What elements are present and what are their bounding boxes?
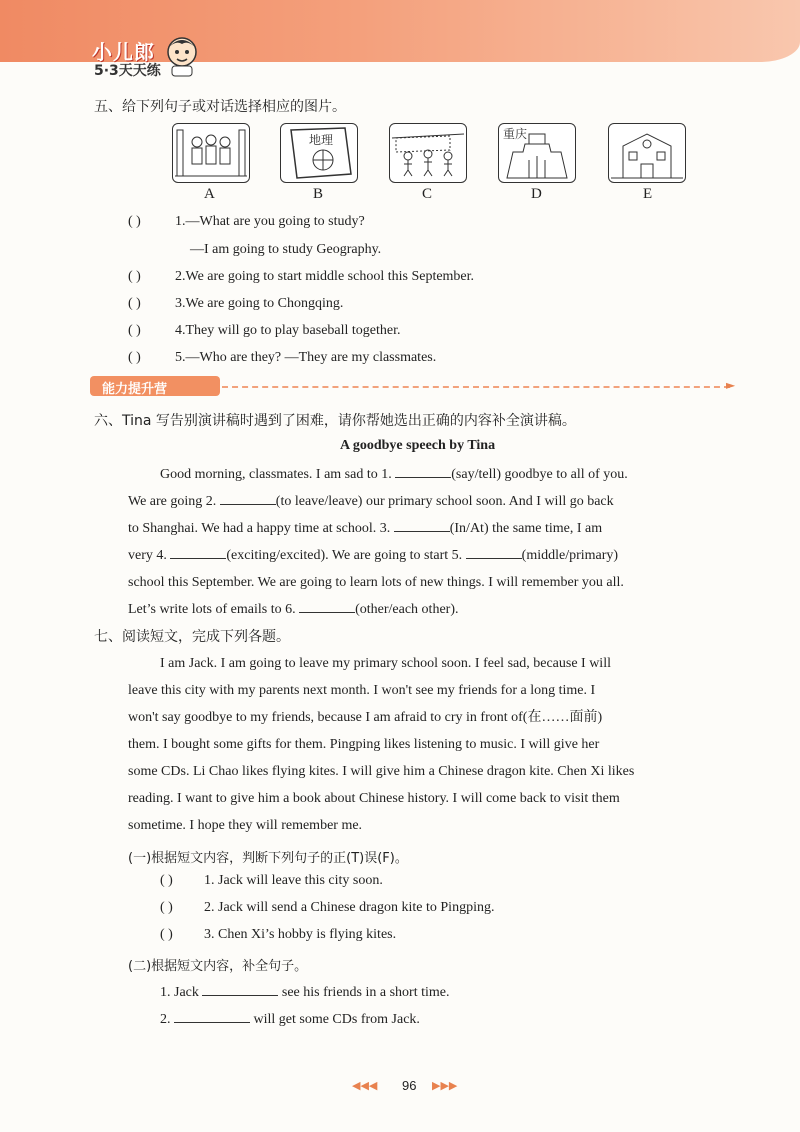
picture-a [172, 123, 250, 183]
speech-line: school this September. We are going to learn lots of new things. I will remember you all. [128, 575, 624, 590]
picture-label-c: C [422, 186, 433, 202]
city-label: 重庆 [503, 127, 528, 141]
passage-line: sometime. I hope they will remember me. [128, 818, 363, 833]
part2-title: (二)根据短文内容，补全句子。 [128, 959, 308, 974]
item-text: 3.We are going to Chongqing. [175, 296, 344, 311]
picture-label-a: A [204, 186, 215, 202]
picture-e [608, 123, 686, 183]
speech-body [128, 461, 734, 623]
reading-passage [128, 650, 734, 839]
item-text: 2.We are going to start middle school this September. [175, 269, 475, 284]
blank-6[interactable] [299, 598, 355, 613]
part1-title: (一)根据短文内容，判断下列句子的正(T)误(F)。 [128, 851, 408, 866]
picture-d [498, 123, 576, 183]
book-title: 地理 [309, 133, 334, 147]
item-text: 1.—What are you going to study? [175, 214, 365, 229]
passage-line: won't say goodbye to my friends, because I am afraid to cry in front of(在……面前) [128, 710, 603, 725]
picture-label-b: B [313, 186, 324, 202]
section6-title: 六、Tina 写告别演讲稿时遇到了困难，请你帮她选出正确的内容补全演讲稿。 [94, 413, 576, 429]
mascot-icon [158, 30, 206, 82]
banner-title: 能力提升营 [102, 382, 168, 397]
item-text: —I am going to study Geography. [190, 242, 382, 257]
banner-divider [222, 386, 730, 388]
blank-4[interactable] [170, 544, 226, 559]
page-number: 96 [402, 1078, 417, 1093]
brand-logo: 小儿郎 [92, 40, 155, 64]
prev-page-icon: ◀◀◀ [352, 1079, 378, 1092]
picture-label-d: D [531, 186, 542, 202]
speech-title: A goodbye speech by Tina [340, 438, 496, 453]
passage-line: them. I bought some gifts for them. Pingping likes listening to music. I will give her [128, 737, 600, 752]
picture-b [280, 123, 358, 183]
blank-1[interactable] [395, 463, 451, 478]
speech-line: Good morning, classmates. I am sad to 1. (say/tell) goodbye to all of you. [128, 461, 734, 488]
fill-item: 2. will get some CDs from Jack. [160, 1008, 420, 1028]
passage-line: leave this city with my parents next month. I won't see my friends for a long time. I [128, 683, 596, 698]
fill-item: 1. Jack see his friends in a short time. [160, 981, 449, 1001]
chongqing-landmark-icon [499, 124, 575, 182]
blank-5[interactable] [466, 544, 522, 559]
fill-blank-1[interactable] [202, 981, 278, 996]
answer-bracket[interactable]: ( ) [128, 323, 141, 338]
tf-item-text: 1. Jack will leave this city soon. [204, 873, 383, 888]
next-page-icon: ▶▶▶ [432, 1079, 458, 1092]
tf-item-text: 2. Jack will send a Chinese dragon kite to Pingping. [204, 900, 495, 915]
answer-bracket[interactable]: ( ) [128, 214, 141, 229]
answer-bracket[interactable]: ( ) [160, 927, 173, 942]
answer-bracket[interactable]: ( ) [128, 350, 141, 365]
answer-bracket[interactable]: ( ) [160, 900, 173, 915]
geography-book-icon [281, 124, 357, 182]
picture-c [389, 123, 467, 183]
chevron-right-icon: ► [726, 378, 736, 392]
section7-title: 七、阅读短文，完成下列各题。 [94, 629, 290, 645]
answer-bracket[interactable]: ( ) [128, 269, 141, 284]
blank-3[interactable] [394, 517, 450, 532]
blank-2[interactable] [220, 490, 276, 505]
baseball-players-icon [390, 124, 466, 182]
item-text: 5.—Who are they? —They are my classmates. [175, 350, 437, 365]
passage-line: I am Jack. I am going to leave my primary school soon. I feel sad, because I will [160, 656, 611, 671]
answer-bracket[interactable]: ( ) [128, 296, 141, 311]
speech-line: to Shanghai. We had a happy time at school. 3. (In/At) the same time, I am [128, 515, 734, 542]
school-building-icon [609, 124, 685, 182]
fill-blank-2[interactable] [174, 1008, 250, 1023]
students-icon [173, 124, 249, 182]
speech-line: very 4. (exciting/excited). We are going to start 5. (middle/primary) [128, 542, 734, 569]
passage-line: some CDs. Li Chao likes flying kites. I will give him a Chinese dragon kite. Chen Xi likes [128, 764, 635, 779]
section5-title: 五、给下列句子或对话选择相应的图片。 [94, 99, 346, 115]
passage-line: reading. I want to give him a book about Chinese history. I will come back to visit them [128, 791, 620, 806]
speech-line: We are going 2. (to leave/leave) our primary school soon. And I will go back [128, 488, 734, 515]
speech-line: Let’s write lots of emails to 6. (other/each other). [128, 596, 734, 623]
item-text: 4.They will go to play baseball together. [175, 323, 401, 338]
tf-item-text: 3. Chen Xi’s hobby is flying kites. [204, 927, 397, 942]
brand-subtitle: 5·3天天练 [94, 63, 161, 79]
answer-bracket[interactable]: ( ) [160, 873, 173, 888]
picture-label-e: E [643, 186, 653, 202]
